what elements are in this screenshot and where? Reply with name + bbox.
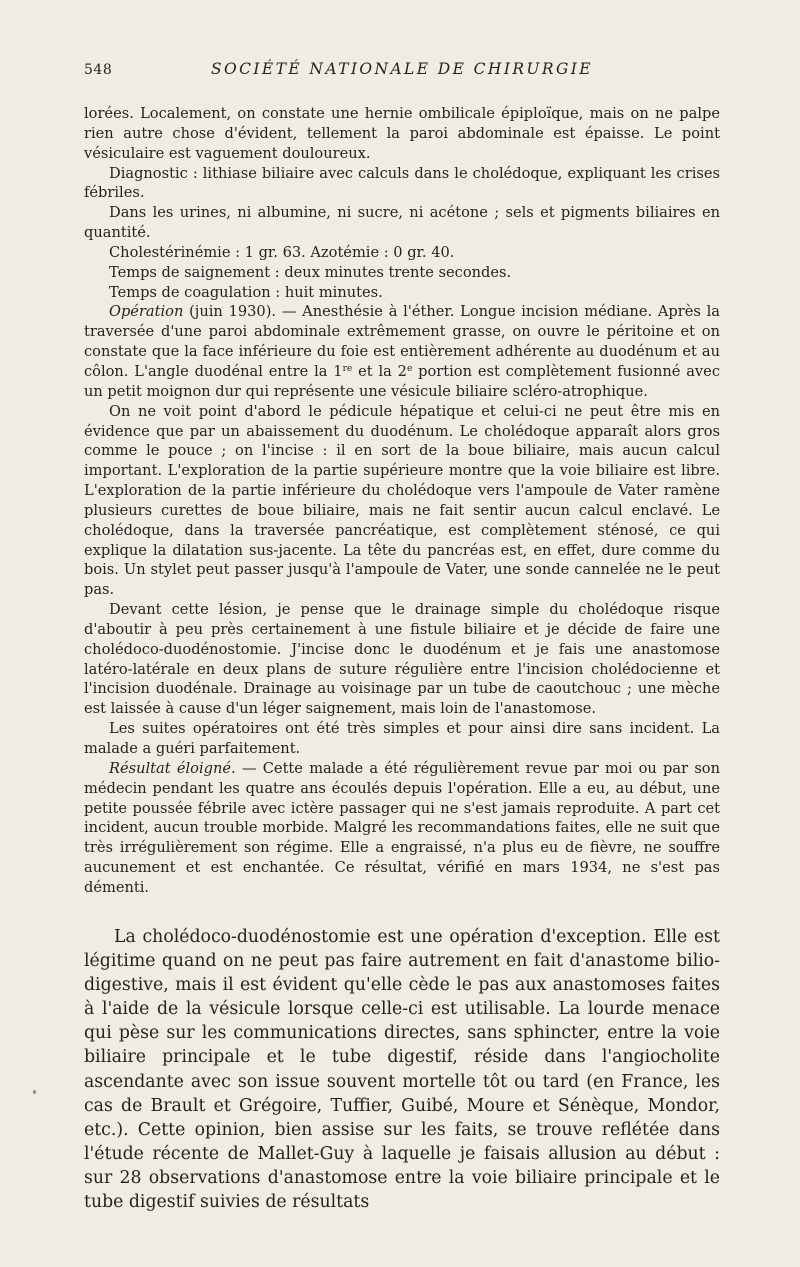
paragraph-exploration: On ne voit point d'abord le pédicule hépatique et celui-ci ne peut être mis en évidence que par un abaissement du duodénum. Le cholédoque apparaît alors gros comme le pouce ; on l'incise : il en sort de la boue biliaire, mais aucun calcul important. L'exploration de la partie supérieure montre que la voie biliaire est libre. L'exploration de la partie inférieure du cholédoque vers l'ampoule de Vater ramène plusieurs curettes de boue biliaire, mais ne fait sentir aucun calcul enclavé. Le cholédoque, dans la traversée pancréatique, est complètement sténosé, ce qui explique la dilatation sus-jacente. La tête du pancréas est, en effet, dure comme du bois. Un stylet peut passer jusqu'à l'ampoule de Vater, une sonde cannelée ne le peut pas. — [84, 402, 720, 599]
paragraph-examination: lorées. Localement, on constate une hernie ombilicale épiploïque, mais on ne palpe rien autre chose d'évident, tellement la paroi abdominale est épaisse. Le point vésiculaire est vaguement douloureux. — [84, 105, 720, 162]
operation-text-a: (juin 1930). — Anesthésie à l'éther. Longue incision médiane. Après la traversée d'une paroi abdominale extrêmement grasse, on ouvre le péritoine et on constate que la face inférieure du foie est entièrement adhérente au duodénum et au côlon. L'angle duodénal entre la 1 — [84, 303, 720, 380]
paragraph-anastomosis: Devant cette lésion, je pense que le drainage simple du cholédoque risque d'aboutir à peu près certainement à une fistule biliaire et je décide de faire une cholédoco-duodénostomie. J'incise donc le duodénum et je fais une anastomose latéro-latérale en deux plans de suture régulière entre l'incision cholédocienne et l'incision duodénale. Drainage au voisinage par un tube de caoutchouc ; une mèche est laissée à cause d'un léger saignement, mais loin de l'anastomose. — [84, 601, 720, 718]
paragraph-bleeding-time: Temps de saignement : deux minutes trente secondes. — [109, 263, 512, 281]
late-result-text: — Cette malade a été régulièrement revue par moi ou par son médecin pendant les quatre ans écoulés depuis l'opération. Elle a eu, au début, une petite poussée fébrile avec ictère passager qui ne s'est jamais reproduite. A part cet incident, aucun trouble morbide. Malgré les recommandations faites, elle ne suit que très irrégulièrement son régime. Elle a engraissé, n'a plus eu de fièvre, ne souffre aucunement et est enchantée. Ce résultat, vérifié en mars 1934, ne s'est pas démenti. — [84, 759, 720, 896]
paragraph-urine: Dans les urines, ni albumine, ni sucre, ni acétone ; sels et pigments biliaires en quantité. — [84, 204, 720, 242]
case-report-text — [84, 104, 720, 898]
operation-lead: Opération — [109, 303, 184, 321]
paragraph-late-result — [84, 759, 720, 898]
late-result-lead: Résultat éloigné. — [109, 759, 236, 777]
paragraph-coagulation-time: Temps de coagulation : huit minutes. — [109, 283, 383, 301]
running-head: SOCIÉTÉ NATIONALE DE CHIRURGIE — [211, 60, 593, 78]
discussion-text — [84, 925, 720, 1214]
superscript-re: re — [342, 364, 353, 374]
page-number: 548 — [84, 62, 113, 78]
superscript-e: e — [406, 364, 413, 374]
operation-text-b: et la 2 — [352, 362, 407, 380]
paragraph-cholesterol: Cholestérinémie : 1 gr. 63. Azotémie : 0 gr. 40. — [109, 243, 455, 261]
paragraph-operation — [84, 302, 720, 401]
paragraph-discussion: La cholédoco-duodénostomie est une opération d'exception. Elle est légitime quand on ne peut pas faire autrement en fait d'anastome bilio-digestive, mais il est évident qu'elle cède le pas aux anastomoses faites à l'aide de la vésicule lorsque celle-ci est utilisable. La lourde menace qui pèse sur les communications directes, sans sphincter, entre la voie biliaire principale et le tube digestif, réside dans l'angiocholite ascendante avec son issue souvent mortelle tôt ou tard (en France, les cas de Brault et Grégoire, Tuffier, Guibé, Moure et Sénèque, Mondor, etc.). Cette opinion, bien assise sur les faits, se trouve reflétée dans l'étude récente de Mallet-Guy à laquelle je faisais allusion au début : sur 28 observations d'anastomose entre la voie biliaire principale et le tube digestif suivies de résultats — [84, 927, 720, 1213]
paragraph-postop: Les suites opératoires ont été très simples et pour ainsi dire sans incident. La malade a guéri parfaitement. — [84, 720, 720, 757]
page-header — [84, 62, 720, 84]
paper-speck — [33, 1090, 36, 1094]
operation-text-c: portion est complètement fusionné avec un petit moignon dur qui représente une vésicule biliaire scléro-atrophique. — [84, 362, 720, 400]
paragraph-diagnosis: Diagnostic : lithiase biliaire avec calculs dans le cholédoque, expliquant les crises fébriles. — [84, 164, 720, 202]
